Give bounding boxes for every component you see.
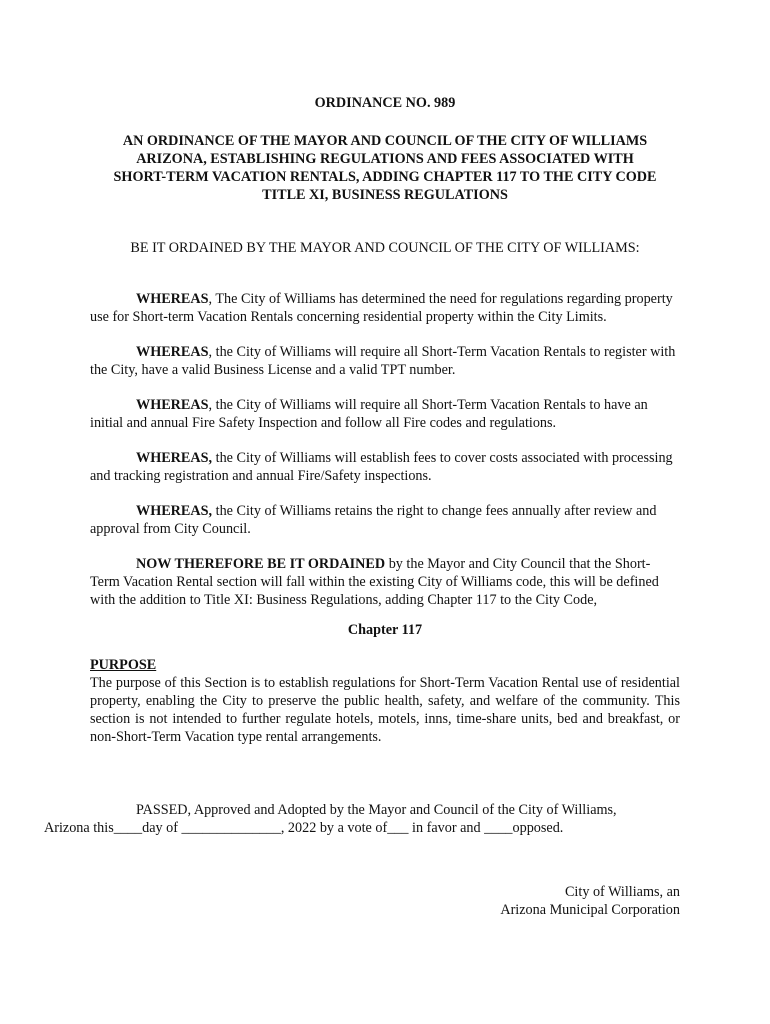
whereas-paragraph (90, 343, 680, 379)
ordinance-title-line: ARIZONA, ESTABLISHING REGULATIONS AND FEES ASSOCIATED WITH (136, 151, 634, 167)
whereas-section (90, 290, 680, 609)
ordinance-title-line: TITLE XI, BUSINESS REGULATIONS (262, 187, 508, 203)
signature-line: City of Williams, an (564, 884, 680, 900)
passed-line: Arizona this____day of ______________, 2022 by a vote of___ in favor and ____opposed. (44, 820, 564, 836)
whereas-text: , the City of Williams will require all Short-Term Vacation Rentals to register with the City, have a valid Business License and a valid TPT number. (90, 344, 676, 378)
now-therefore-lead: NOW THEREFORE BE IT ORDAINED (136, 556, 386, 572)
whereas-text: the City of Williams will establish fees to cover costs associated with processing and tracking registration and annual Fire/Safety inspections. (90, 450, 673, 484)
whereas-text: , the City of Williams will require all Short-Term Vacation Rentals to have an initial and annual Fire Safety Inspection and follow all Fire codes and regulations. (90, 397, 648, 431)
ordinance-title-line: AN ORDINANCE OF THE MAYOR AND COUNCIL OF THE CITY OF WILLIAMS (122, 133, 648, 149)
ordinance-title (90, 132, 680, 204)
document-page (44, 94, 680, 919)
passed-clause (44, 801, 680, 837)
whereas-lead: WHEREAS (136, 344, 209, 360)
ordinance-number: ORDINANCE NO. 989 (314, 95, 456, 111)
ordinance-title-line: SHORT-TERM VACATION RENTALS, ADDING CHAPTER 117 TO THE CITY CODE (113, 169, 657, 185)
whereas-paragraph (90, 396, 680, 432)
whereas-paragraph (90, 290, 680, 326)
whereas-text: the City of Williams retains the right to change fees annually after review and approval from City Council. (90, 503, 657, 537)
whereas-paragraph (90, 449, 680, 485)
whereas-lead: WHEREAS (136, 291, 209, 307)
whereas-lead: WHEREAS (136, 397, 209, 413)
signature-block (90, 883, 680, 919)
whereas-paragraph (90, 502, 680, 538)
whereas-lead: WHEREAS, (136, 503, 213, 519)
whereas-text: , The City of Williams has determined the need for regulations regarding property use for Short-term Vacation Rentals concerning residential property within the City Limits. (90, 291, 673, 325)
purpose-heading: PURPOSE (90, 657, 157, 673)
chapter-heading: Chapter 117 (347, 622, 423, 638)
now-therefore-text: by the Mayor and City Council that the Short-Term Vacation Rental section will fall within the existing City of Williams code, this will be defined with the addition to Title XI: Business Regulations, adding Chapter 117 to the City Code, (90, 556, 659, 608)
now-therefore-paragraph (90, 555, 680, 609)
whereas-lead: WHEREAS, (136, 450, 213, 466)
passed-line: PASSED, Approved and Adopted by the Mayor and Council of the City of Williams, (136, 802, 617, 818)
signature-line: Arizona Municipal Corporation (500, 902, 680, 918)
purpose-text: The purpose of this Section is to establish regulations for Short-Term Vacation Rental use of residential property, enabling the City to preserve the public health, safety, and welfare of the community. This section is not intended to further regulate hotels, motels, inns, time-share units, bed and breakfast, or non-Short-Term Vacation type rental arrangements. (90, 675, 680, 745)
enacting-clause: BE IT ORDAINED BY THE MAYOR AND COUNCIL OF THE CITY OF WILLIAMS: (130, 240, 640, 256)
